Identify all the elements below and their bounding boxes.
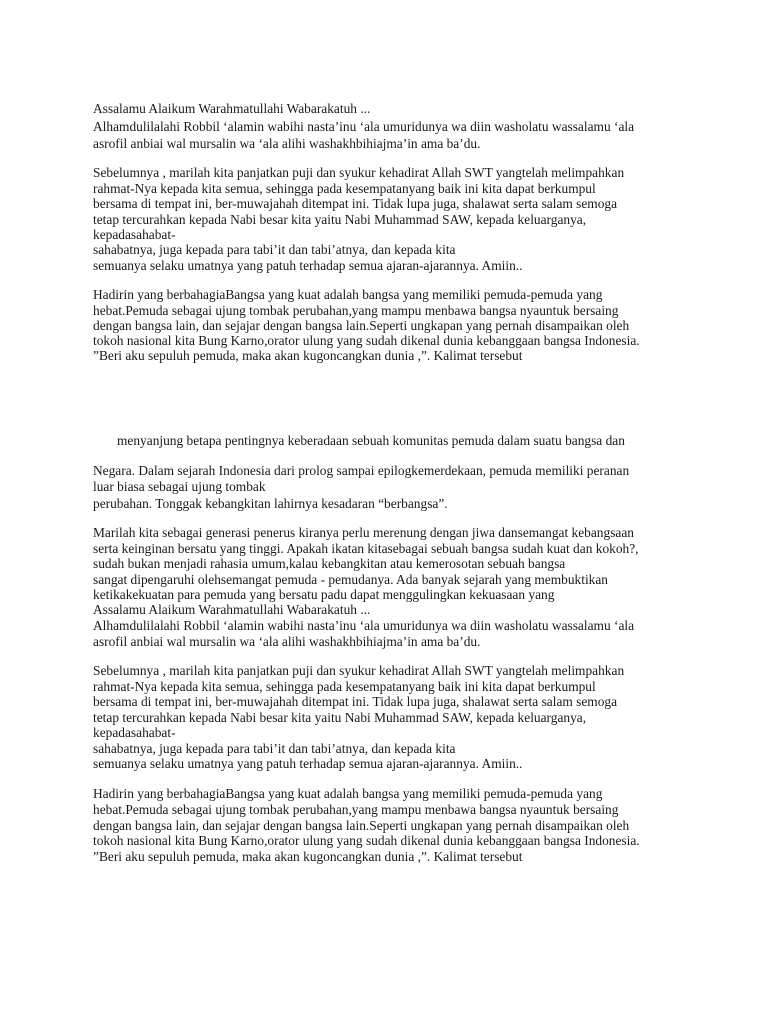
text-line: rahmat-Nya kepada kita semua, sehingga pada kesempatanyang baik ini kita dapat berkumpul xyxy=(93,679,596,694)
text-line: tokoh nasional kita Bung Karno,orator ulung yang sudah dikenal dunia kebanggaan bangsa Indonesia. xyxy=(93,833,640,848)
text-line: Assalamu Alaikum Warahmatullahi Wabarakatuh ... xyxy=(93,602,371,617)
text-line: perubahan. Tonggak kebangkitan lahirnya kesadaran “berbangsa”. xyxy=(93,496,448,511)
text-line: tokoh nasional kita Bung Karno,orator ulung yang sudah dikenal dunia kebanggaan bangsa Indonesia. xyxy=(93,333,640,348)
text-line: hebat.Pemuda sebagai ujung tombak perubahan,yang mampu menbawa bangsa nyauntuk bersaing xyxy=(93,303,619,318)
text-line: bersama di tempat ini, ber-muwajahah ditempat ini. Tidak lupa juga, shalawat serta salam semoga xyxy=(93,694,618,709)
text-line: sahabatnya, juga kepada para tabi’it dan tabi’atnya, dan kepada kita xyxy=(93,242,456,257)
text-line: Hadirin yang berbahagiaBangsa yang kuat adalah bangsa yang memiliki pemuda-pemuda yang xyxy=(93,786,603,801)
text-line: kepadasahabat- xyxy=(93,227,176,242)
text-line: tetap tercurahkan kepada Nabi besar kita yaitu Nabi Muhammad SAW, kepada keluarganya, xyxy=(93,710,587,725)
text-line: Negara. Dalam sejarah Indonesia dari prolog sampai epilogkemerdekaan, pemuda memiliki peranan xyxy=(93,463,630,478)
text-line: Assalamu Alaikum Warahmatullahi Wabarakatuh ... xyxy=(93,101,371,116)
text-line: luar biasa sebagai ujung tombak xyxy=(93,479,266,494)
text-line: menyanjung betapa pentingnya keberadaan sebuah komunitas pemuda dalam suatu bangsa dan xyxy=(117,433,625,448)
text-line: Marilah kita sebagai generasi penerus kiranya perlu merenung dengan jiwa dansemangat kebangsaan xyxy=(93,525,634,540)
text-line: sudah bukan menjadi rahasia umum,kalau kebangkitan atau kemerosotan sebuah bangsa xyxy=(93,556,566,571)
text-line: rahmat-Nya kepada kita semua, sehingga pada kesempatanyang baik ini kita dapat berkumpul xyxy=(93,181,596,196)
text-line: semuanya selaku umatnya yang patuh terhadap semua ajaran-ajarannya. Amiin.. xyxy=(93,756,523,771)
text-line: tetap tercurahkan kepada Nabi besar kita yaitu Nabi Muhammad SAW, kepada keluarganya, xyxy=(93,212,587,227)
text-line: Alhamdulilalahi Robbil ‘alamin wabihi nasta’inu ‘ala umuridunya wa diin washolatu wassalamu ‘ala xyxy=(93,119,635,134)
text-line: Sebelumnya , marilah kita panjatkan puji dan syukur kehadirat Allah SWT yangtelah melimpahkan xyxy=(93,165,625,180)
text-line: bersama di tempat ini, ber-muwajahah ditempat ini. Tidak lupa juga, shalawat serta salam semoga xyxy=(93,196,618,211)
text-line: asrofil anbiai wal mursalin wa ‘ala alihi washakhbihiajma’in ama ba’du. xyxy=(93,634,481,649)
text-line: Sebelumnya , marilah kita panjatkan puji dan syukur kehadirat Allah SWT yangtelah melimpahkan xyxy=(93,663,625,678)
text-line: ketikakekuatan para pemuda yang bersatu padu dapat menggulingkan kekuasaan yang xyxy=(93,587,555,602)
text-line: asrofil anbiai wal mursalin wa ‘ala alihi washakhbihiajma’in ama ba’du. xyxy=(93,136,481,151)
text-line: dengan bangsa lain, dan sejajar dengan bangsa lain.Seperti ungkapan yang pernah disampaikan oleh xyxy=(93,318,630,333)
text-line: hebat.Pemuda sebagai ujung tombak perubahan,yang mampu menbawa bangsa nyauntuk bersaing xyxy=(93,802,619,817)
text-line: dengan bangsa lain, dan sejajar dengan bangsa lain.Seperti ungkapan yang pernah disampaikan oleh xyxy=(93,818,630,833)
text-line: ”Beri aku sepuluh pemuda, maka akan kugoncangkan dunia ,”. Kalimat tersebut xyxy=(93,849,523,864)
text-line: kepadasahabat- xyxy=(93,725,176,740)
text-line: ”Beri aku sepuluh pemuda, maka akan kugoncangkan dunia ,”. Kalimat tersebut xyxy=(93,348,523,363)
text-line: sangat dipengaruhi olehsemangat pemuda - pemudanya. Ada banyak sejarah yang membuktikan xyxy=(93,572,609,587)
text-line: Hadirin yang berbahagiaBangsa yang kuat adalah bangsa yang memiliki pemuda-pemuda yang xyxy=(93,287,603,302)
text-line: semuanya selaku umatnya yang patuh terhadap semua ajaran-ajarannya. Amiin.. xyxy=(93,258,523,273)
text-line: serta keinginan bersatu yang tinggi. Apakah ikatan kitasebagai sebuah bangsa sudah kuat dan kokoh?, xyxy=(93,541,639,556)
text-line: sahabatnya, juga kepada para tabi’it dan tabi’atnya, dan kepada kita xyxy=(93,741,456,756)
text-line: Alhamdulilalahi Robbil ‘alamin wabihi nasta’inu ‘ala umuridunya wa diin washolatu wassalamu ‘ala xyxy=(93,618,635,633)
